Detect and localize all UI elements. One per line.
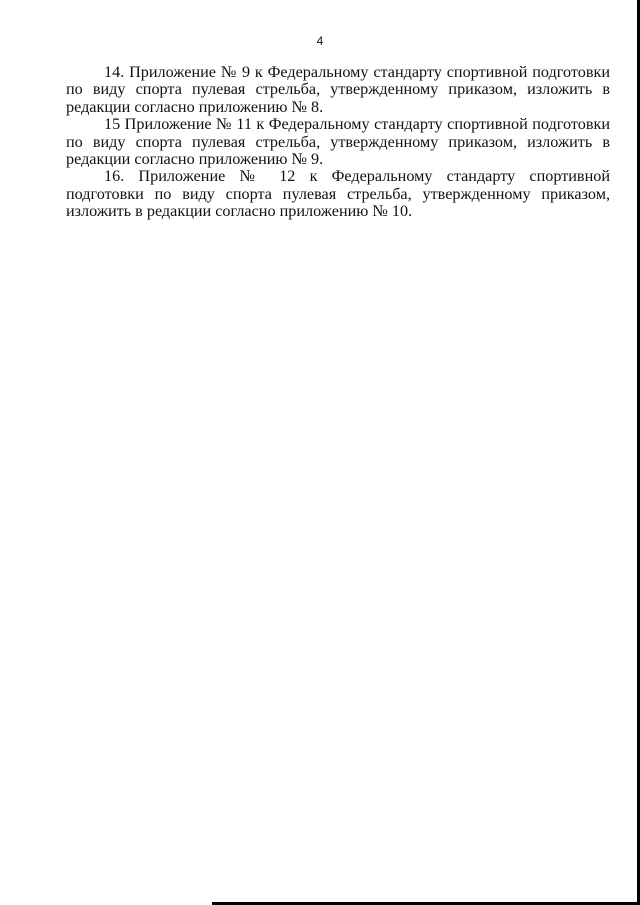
document-body	[66, 64, 610, 221]
paragraph-item-14: 14. Приложение № 9 к Федеральному стандарту спортивной подготовки по виду спорта пулевая стрельба, утвержденному приказом, изложить в редакции согласно приложению № 8.	[66, 63, 610, 116]
paragraph-item-16: 16. Приложение № 12 к Федеральному стандарту спортивной подготовки по виду спорта пулевая стрельба, утвержденному приказом, изложить в редакции согласно приложению № 10.	[66, 167, 610, 221]
page-number: 4	[316, 34, 324, 48]
paragraph-item-15: 15 Приложение № 11 к Федеральному стандарту спортивной подготовки по виду спорта пулевая стрельба, утвержденному приказом, изложить в редакции согласно приложению № 9.	[66, 115, 610, 169]
